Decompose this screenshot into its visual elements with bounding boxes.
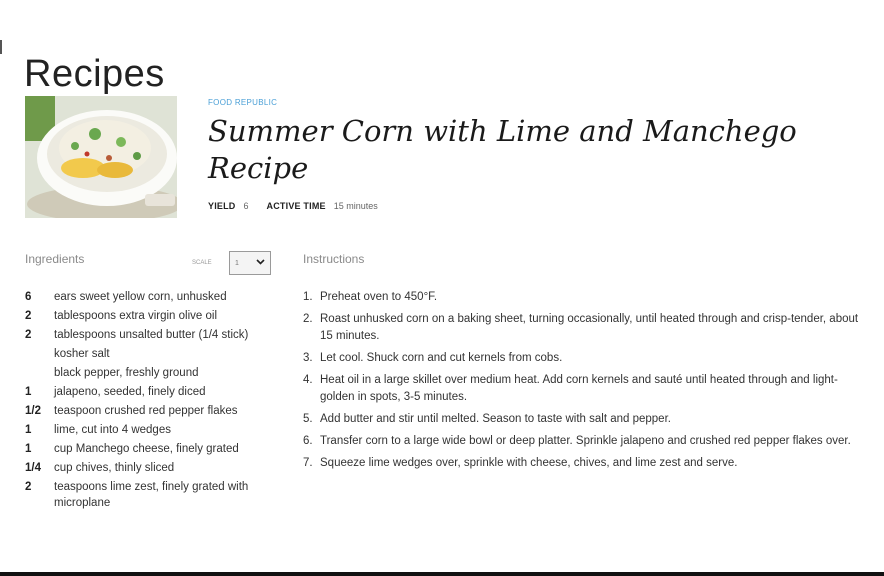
ingredient-item: [25, 403, 265, 419]
step-number: 6.: [303, 435, 313, 447]
ingredient-desc: teaspoon crushed red pepper flakes: [54, 405, 238, 417]
yield-value: 6: [243, 201, 249, 211]
step-text: Roast unhusked corn on a baking sheet, turning occasionally, until heated through and crisp-tender, about 15 minutes.: [320, 313, 859, 342]
ingredient-item: [25, 460, 265, 476]
ingredient-item: [25, 365, 265, 381]
step-text: Preheat oven to 450°F.: [320, 291, 438, 303]
scale-value: 1: [235, 259, 239, 267]
ingredient-desc: kosher salt: [54, 348, 110, 360]
ingredient-desc: teaspoons lime zest, finely grated with microplane: [54, 481, 249, 509]
recipe-source[interactable]: FOOD REPUBLIC: [208, 98, 278, 107]
ingredient-item: [25, 327, 265, 343]
instruction-step: [303, 455, 863, 472]
bottom-edge-bar: [0, 572, 884, 576]
recipe-photo: [25, 96, 177, 218]
ingredient-desc: cup Manchego cheese, finely grated: [54, 443, 239, 455]
step-number: 5.: [303, 413, 313, 425]
ingredient-item: [25, 422, 265, 438]
step-number: 1.: [303, 291, 313, 303]
ingredient-qty: 6: [25, 291, 32, 303]
ingredient-qty: 1/2: [25, 405, 41, 417]
ingredient-item: [25, 479, 265, 511]
window-edge: [0, 40, 2, 54]
instruction-step: [303, 411, 863, 428]
instructions-list: [303, 289, 863, 477]
ingredient-qty: 1: [25, 386, 32, 398]
chevron-down-icon: [256, 259, 265, 267]
ingredient-desc: ears sweet yellow corn, unhusked: [54, 291, 227, 303]
ingredient-qty: 1: [25, 424, 32, 436]
recipe-header: [208, 98, 868, 211]
instruction-step: [303, 433, 863, 450]
yield-label: YIELD: [208, 201, 236, 211]
scale-label: SCALE: [192, 260, 212, 266]
step-number: 7.: [303, 457, 313, 469]
active-time-value: 15 minutes: [333, 201, 378, 211]
recipe-title: Summer Corn with Lime and Manchego Recipe: [208, 114, 797, 185]
ingredient-qty: 2: [25, 481, 32, 493]
ingredient-desc: tablespoons unsalted butter (1/4 stick): [54, 329, 249, 341]
ingredient-item: [25, 384, 265, 400]
step-text: Squeeze lime wedges over, sprinkle with cheese, chives, and lime zest and serve.: [320, 457, 738, 469]
ingredients-heading: Ingredients: [25, 252, 85, 266]
active-time-label: ACTIVE TIME: [266, 201, 326, 211]
ingredient-qty: [25, 365, 54, 381]
ingredients-list: [25, 289, 265, 514]
instruction-step: [303, 311, 863, 345]
ingredient-desc: cup chives, thinly sliced: [54, 462, 175, 474]
ingredient-item: [25, 346, 265, 362]
step-text: Add butter and stir until melted. Season to taste with salt and pepper.: [320, 413, 671, 425]
ingredient-qty: 1: [25, 443, 32, 455]
ingredient-qty: [25, 346, 54, 362]
ingredient-desc: tablespoons extra virgin olive oil: [54, 310, 218, 322]
step-number: 4.: [303, 374, 313, 386]
step-number: 3.: [303, 352, 313, 364]
ingredient-item: [25, 289, 265, 305]
ingredient-qty: 1/4: [25, 462, 41, 474]
ingredient-qty: 2: [25, 329, 32, 341]
step-text: Heat oil in a large skillet over medium heat. Add corn kernels and sauté until heated through and light-golden in spots, 3-5 minutes.: [320, 374, 838, 403]
ingredient-item: [25, 308, 265, 324]
ingredient-desc: jalapeno, seeded, finely diced: [54, 386, 206, 398]
recipe-meta: [208, 201, 868, 211]
instruction-step: [303, 372, 863, 406]
step-text: Let cool. Shuck corn and cut kernels from cobs.: [320, 352, 563, 364]
instruction-step: [303, 350, 863, 367]
instructions-heading: Instructions: [303, 252, 365, 266]
ingredient-desc: lime, cut into 4 wedges: [54, 424, 171, 436]
ingredient-desc: black pepper, freshly ground: [54, 367, 199, 379]
ingredient-qty: 2: [25, 310, 32, 322]
step-text: Transfer corn to a large wide bowl or deep platter. Sprinkle jalapeno and crushed red pepper flakes over.: [320, 435, 851, 447]
page-title: Recipes: [24, 53, 165, 96]
step-number: 2.: [303, 313, 313, 325]
instruction-step: [303, 289, 863, 306]
ingredient-item: [25, 441, 265, 457]
scale-dropdown[interactable]: [229, 251, 271, 275]
